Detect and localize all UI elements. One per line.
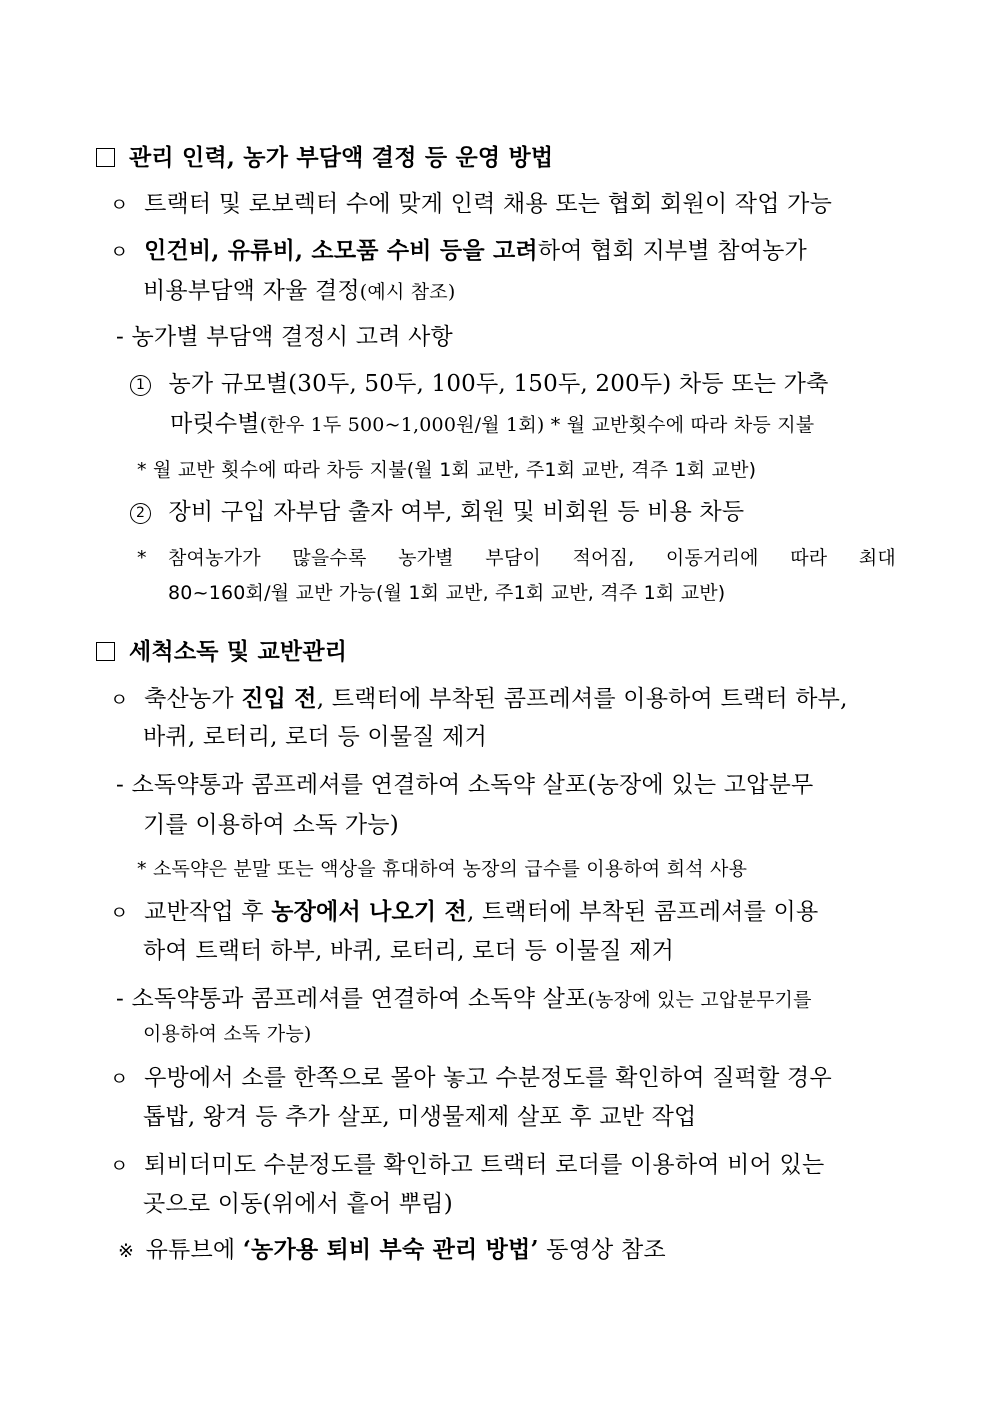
s2-bullet-3: ㅇ 우방에서 소를 한쪽으로 몰아 놓고 수분정도를 확인하여 질퍽할 경우 xyxy=(110,1063,832,1094)
bullet-circle-icon: ㅇ xyxy=(110,1155,129,1177)
circled-number-2: 2 xyxy=(130,503,151,524)
s2-bullet-4: ㅇ 퇴비더미도 수분정도를 확인하고 트랙터 로더를 이용하여 비어 있는 xyxy=(110,1150,824,1181)
reference-mark-icon: ※ xyxy=(118,1240,135,1262)
section2-heading: 세척소독 및 교반관리 xyxy=(96,637,347,667)
s1-item-1-cont: 마릿수별(한우 1두 500~1,000원/월 1회) * 월 교반횟수에 따라 차등 지불 xyxy=(170,411,815,437)
s2-bullet-1-cont: 바퀴, 로터리, 로더 등 이물질 제거 xyxy=(143,724,488,750)
s1-note-2: 참여농가가 많을수록 농가별 부담이 적어짐, 이동거리에 따라 최대 xyxy=(168,547,896,569)
s1-note-2-star: * xyxy=(137,547,147,569)
s2-bullet-3-cont: 톱밥, 왕겨 등 추가 살포, 미생물제제 살포 후 교반 작업 xyxy=(143,1104,697,1130)
s2-bullet-4-cont: 곳으로 이동(위에서 흩어 뿌림) xyxy=(143,1191,453,1217)
s2-bullet-1: ㅇ 축산농가 진입 전, 트랙터에 부착된 콤프레셔를 이용하여 트랙터 하부, xyxy=(110,684,848,715)
bullet-circle-icon: ㅇ xyxy=(110,902,129,924)
s1-bullet-2-cont: 비용부담액 자율 결정(예시 참조) xyxy=(143,278,456,304)
s2-dash-1: - 소독약통과 콤프레셔를 연결하여 소독약 살포(농장에 있는 고압분무 xyxy=(116,772,814,798)
checkbox-square-icon xyxy=(96,148,115,167)
s2-note-1: * 소독약은 분말 또는 액상을 휴대하여 농장의 급수를 이용하여 희석 사용 xyxy=(137,858,748,880)
s2-dash-1-cont: 기를 이용하여 소독 가능) xyxy=(143,812,399,838)
s2-bullet-2: ㅇ 교반작업 후 농장에서 나오기 전, 트랙터에 부착된 콤프레셔를 이용 xyxy=(110,897,818,928)
bullet-circle-icon: ㅇ xyxy=(110,241,129,263)
s1-dash-1: - 농가별 부담액 결정시 고려 사항 xyxy=(116,324,453,350)
s1-note-2-cont: 80~160회/월 교반 가능(월 1회 교반, 주1회 교반, 격주 1회 교반) xyxy=(168,582,726,604)
checkbox-square-icon xyxy=(96,642,115,661)
s2-reference: ※ 유튜브에 ‘농가용 퇴비 부숙 관리 방법’ 동영상 참조 xyxy=(118,1236,666,1263)
bullet-circle-icon: ㅇ xyxy=(110,1068,129,1090)
circled-number-1: 1 xyxy=(130,375,151,396)
bullet-circle-icon: ㅇ xyxy=(110,194,129,216)
s1-item-1: 1 농가 규모별(30두, 50두, 100두, 150두, 200두) 차등 또는 가축 xyxy=(130,369,829,399)
s1-bullet-2: ㅇ 인건비, 유류비, 소모품 수비 등을 고려하여 협회 지부별 참여농가 xyxy=(110,236,807,267)
s1-item-2: 2 장비 구입 자부담 출자 여부, 회원 및 비회원 등 비용 차등 xyxy=(130,497,744,527)
s2-bullet-2-cont: 하여 트랙터 하부, 바퀴, 로터리, 로더 등 이물질 제거 xyxy=(143,938,674,964)
s2-dash-2: - 소독약통과 콤프레셔를 연결하여 소독약 살포(농장에 있는 고압분무기를 xyxy=(116,986,812,1012)
section1-heading: 관리 인력, 농가 부담액 결정 등 운영 방법 xyxy=(96,143,553,173)
bullet-circle-icon: ㅇ xyxy=(110,689,129,711)
s1-note-1: * 월 교반 횟수에 따라 차등 지불(월 1회 교반, 주1회 교반, 격주 1회 교반) xyxy=(137,459,757,481)
s2-dash-2-cont: 이용하여 소독 가능) xyxy=(143,1023,312,1045)
s1-bullet-1: ㅇ 트랙터 및 로보렉터 수에 맞게 인력 채용 또는 협회 회원이 작업 가능 xyxy=(110,189,832,220)
